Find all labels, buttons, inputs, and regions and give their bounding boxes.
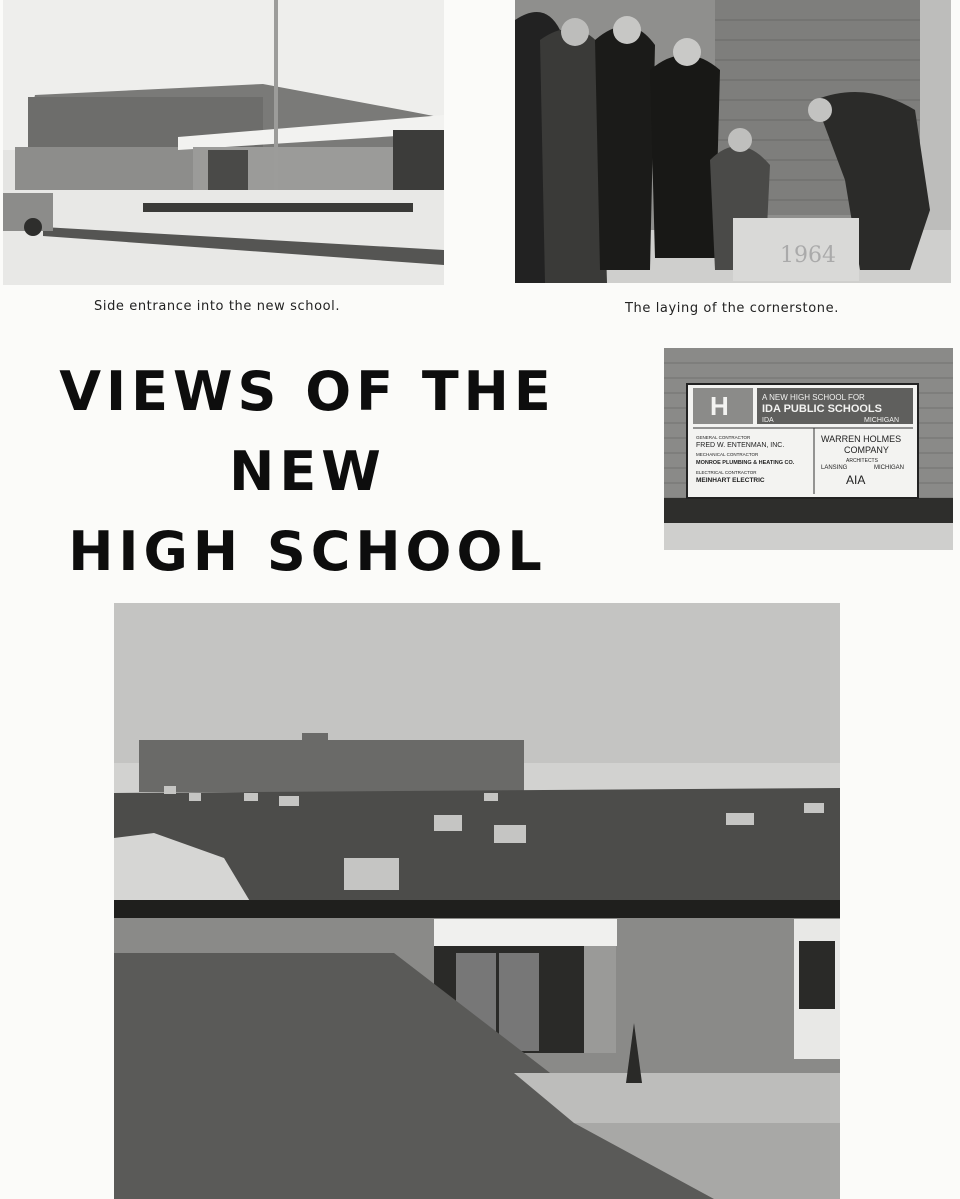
sign-line-3-right: MICHIGAN: [864, 417, 899, 424]
sign-line-3-left: IDA: [762, 417, 774, 424]
side-entrance-caption: Side entrance into the new school.: [94, 299, 341, 314]
construction-sign-photo: [664, 348, 953, 550]
title-line-2: NEW: [229, 440, 386, 503]
cornerstone-photo: [515, 0, 951, 283]
sign-general-label: GENERAL CONTRACTOR: [696, 435, 751, 440]
sign-mechanical-label: MECHANICAL CONTRACTOR: [696, 452, 759, 457]
sign-line-2: IDA PUBLIC SCHOOLS: [762, 403, 882, 415]
roof-view-photo: [114, 603, 840, 1199]
page-title: [40, 352, 575, 592]
sign-mechanical-value: MONROE PLUMBING & HEATING CO.: [696, 460, 795, 466]
cornerstone-caption: The laying of the cornerstone.: [625, 301, 839, 316]
svg-text:H: H: [710, 391, 729, 421]
sign-architect-aia: AIA: [846, 473, 866, 487]
cornerstone-year-text: 1964: [780, 243, 836, 268]
sign-architect-city: LANSING: [821, 465, 848, 471]
sign-architect-state: MICHIGAN: [874, 465, 904, 471]
title-line-1: VIEWS OF THE: [59, 360, 556, 423]
sign-architect-line-3: ARCHITECTS: [846, 458, 878, 464]
sign-general-value: FRED W. ENTENMAN, INC.: [696, 442, 785, 449]
title-line-3: HIGH SCHOOL: [68, 520, 547, 583]
sign-architect-line-1: WARREN HOLMES: [821, 434, 902, 444]
sign-architect-line-2: COMPANY: [844, 445, 889, 455]
sign-electrical-value: MEINHART ELECTRIC: [696, 477, 765, 484]
sign-electrical-label: ELECTRICAL CONTRACTOR: [696, 470, 757, 475]
sign-line-1: A NEW HIGH SCHOOL FOR: [762, 393, 865, 402]
side-entrance-photo: [3, 0, 444, 285]
